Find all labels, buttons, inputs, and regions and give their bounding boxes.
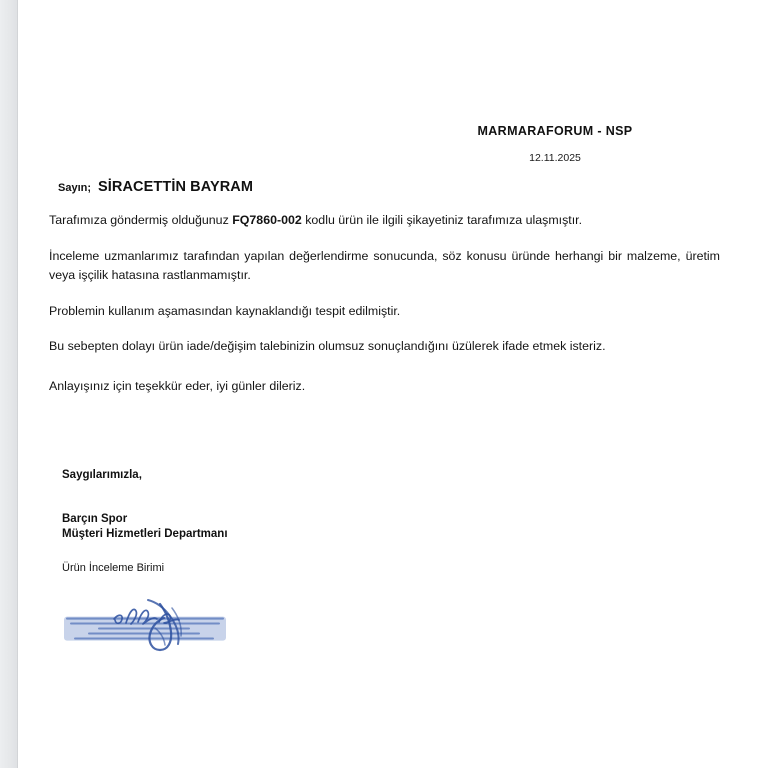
signoff-regards: Saygılarımızla, — [62, 469, 142, 481]
company-stamp-and-signature — [60, 598, 230, 654]
stamp-ink-blur — [64, 617, 226, 641]
letter-page-content — [18, 0, 768, 768]
body-paragraph-5: Anlayışınız için teşekkür eder, iyi günler dileriz. — [49, 379, 306, 394]
signoff-unit: Ürün İnceleme Birimi — [62, 561, 165, 574]
body-paragraph-1 — [49, 211, 720, 230]
body-paragraph-4: Bu sebepten dolayı ürün iade/değişim talebinizin olumsuz sonuçlandığını üzülerek ifade etmek isteriz. — [49, 339, 606, 354]
stamp-icon — [60, 598, 230, 654]
letterhead-company-name: MARMARAFORUM - NSP — [477, 124, 633, 138]
signoff-organization — [62, 512, 228, 543]
recipient-name: SİRACETTİN BAYRAM — [98, 179, 254, 195]
letterhead — [390, 124, 720, 164]
recipient-line — [58, 179, 253, 195]
body-paragraph-3: Problemin kullanım aşamasından kaynaklandığı tespit edilmiştir. — [49, 303, 401, 318]
page-left-gutter — [0, 0, 18, 768]
recipient-label: Sayın; — [58, 182, 92, 194]
body-paragraph-1-tail: kodlu ürün ile ilgili şikayetiniz tarafımıza ulaşmıştır. — [301, 213, 583, 227]
signoff-block — [62, 469, 228, 574]
signoff-org-line-2: Müşteri Hizmetleri Departmanı — [62, 528, 228, 541]
letter-body — [49, 211, 720, 396]
body-paragraph-2: İnceleme uzmanlarımız tarafından yapılan değerlendirme sonucunda, söz konusu üründe herhangi bir malzeme, üretim veya işçilik hatasına rastlanmamıştır. — [49, 248, 720, 282]
product-code: FQ7860-002 — [232, 213, 302, 227]
letter-date: 12.11.2025 — [529, 152, 581, 164]
body-paragraph-1-lead: Tarafımıza göndermiş olduğunuz — [49, 213, 233, 227]
signoff-org-line-1: Barçın Spor — [62, 513, 128, 525]
letter-page — [18, 0, 768, 768]
